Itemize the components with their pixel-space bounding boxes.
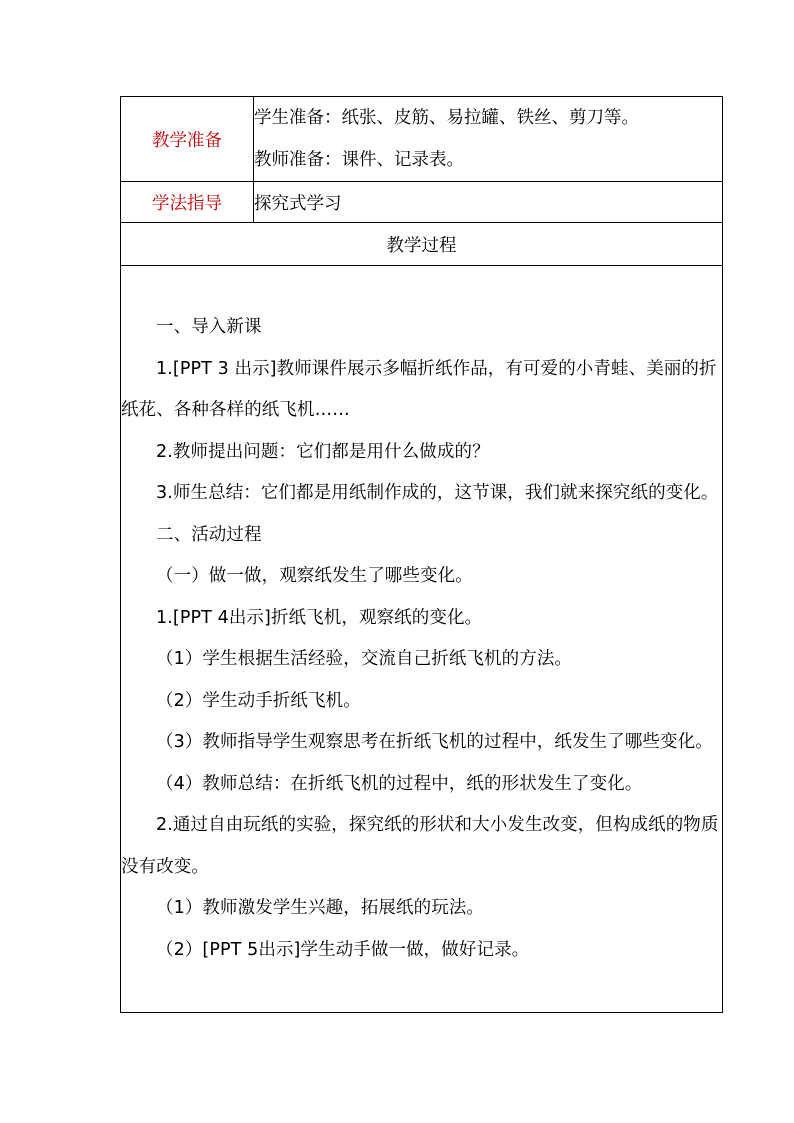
teacher-prep-text: 教师准备：课件、记录表。 xyxy=(254,150,464,170)
lesson-plan-table xyxy=(120,96,723,1013)
paragraph: （一）做一做，观察纸发生了哪些变化。 xyxy=(156,566,473,586)
method-value: 探究式学习 xyxy=(254,182,723,223)
paragraph: 1.[PPT 3 出示]教师课件展示多幅折纸作品，有可爱的小青蛙、美丽的折纸花、各种各样的纸飞机…… xyxy=(121,358,717,420)
method-label: 学法指导 xyxy=(121,182,254,223)
process-body xyxy=(121,266,723,1013)
section-heading-activity: 二、活动过程 xyxy=(156,524,262,545)
section-heading-intro: 一、导入新课 xyxy=(156,317,262,337)
method-row xyxy=(121,182,723,223)
prep-label: 教学准备 xyxy=(121,97,254,182)
paragraph: （3）教师指导学生观察思考在折纸飞机的过程中，纸发生了哪些变化。 xyxy=(156,732,713,752)
student-prep-text: 学生准备：纸张、皮筋、易拉罐、铁丝、剪刀等。 xyxy=(254,108,639,128)
process-header: 教学过程 xyxy=(121,223,723,266)
paragraph: 1.[PPT 4出示]折纸飞机，观察纸的变化。 xyxy=(156,607,483,628)
paragraph: （2）学生动手折纸飞机。 xyxy=(156,690,361,711)
paragraph: （1）教师激发学生兴趣，拓展纸的玩法。 xyxy=(156,898,485,918)
process-body-row xyxy=(121,266,723,1013)
paragraph: 2.通过自由玩纸的实验，探究纸的形状和大小发生改变，但构成纸的物质没有改变。 xyxy=(121,815,719,877)
paragraph: 3.师生总结：它们都是用纸制作成的，这节课，我们就来探究纸的变化。 xyxy=(156,483,719,503)
paragraph: （2）[PPT 5出示]学生动手做一做，做好记录。 xyxy=(156,939,530,960)
paragraph: （1）学生根据生活经验，交流自己折纸飞机的方法。 xyxy=(156,649,573,669)
prep-row xyxy=(121,97,723,182)
paragraph: （4）教师总结：在折纸飞机的过程中，纸的形状发生了变化。 xyxy=(156,773,643,794)
process-header-row xyxy=(121,223,723,266)
prep-value xyxy=(254,97,723,182)
paragraph: 2.教师提出问题：它们都是用什么做成的？ xyxy=(156,441,490,462)
